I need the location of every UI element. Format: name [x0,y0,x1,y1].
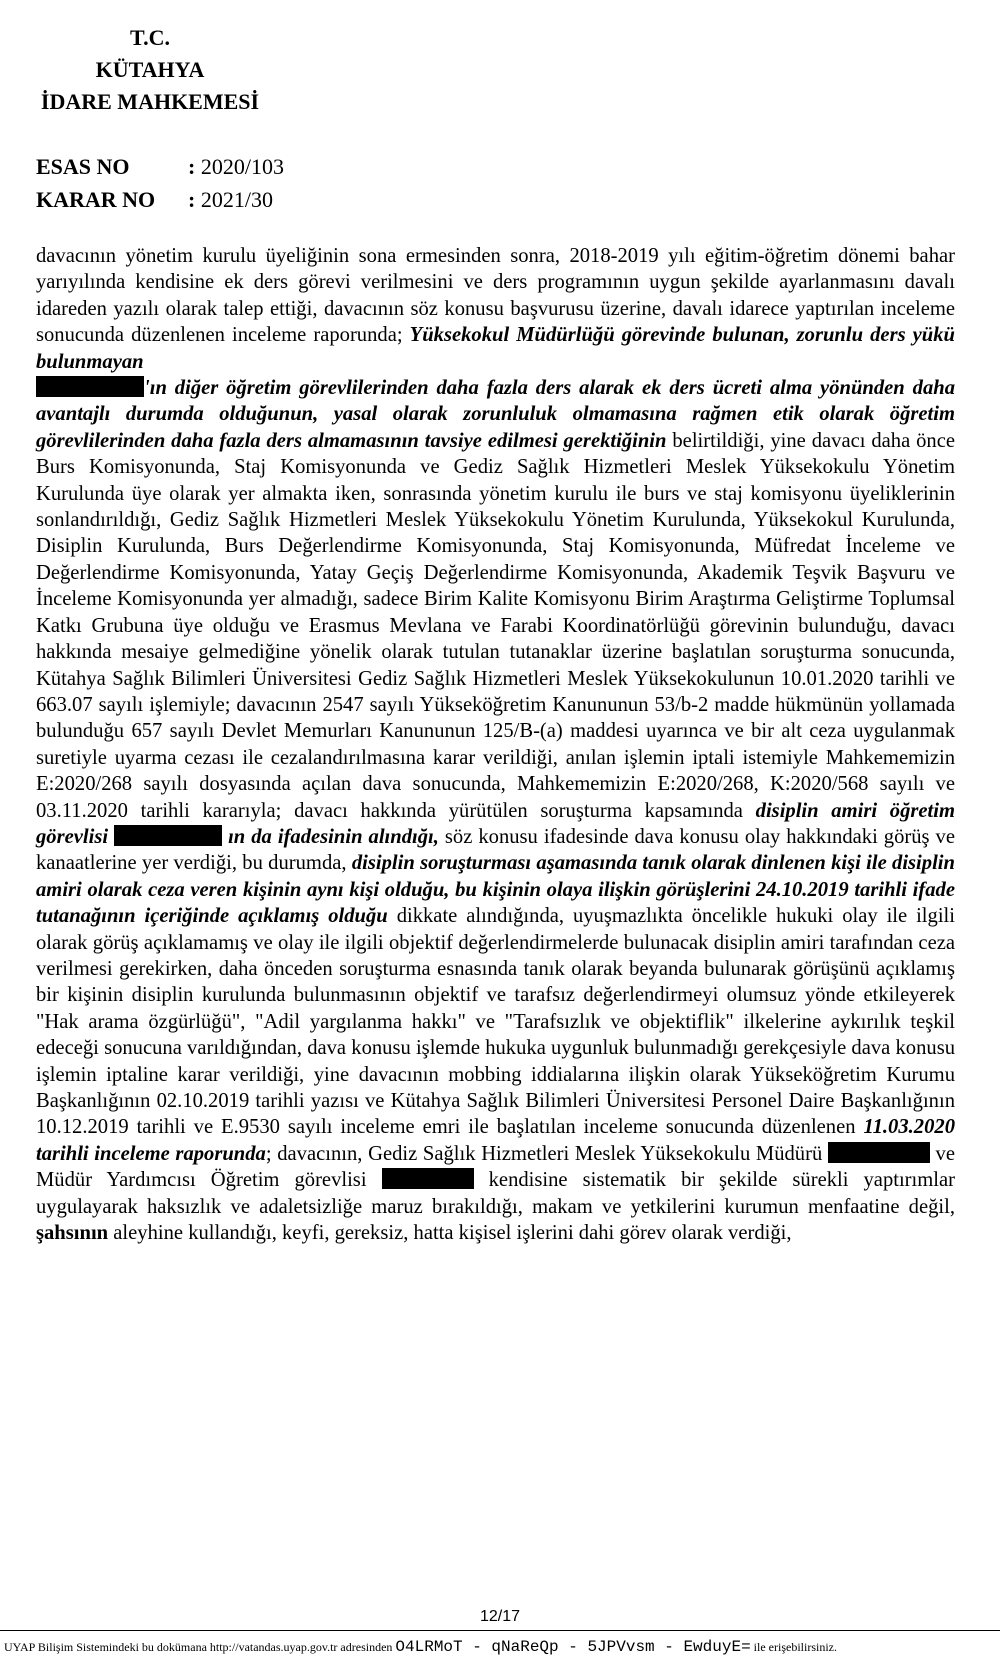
page-number: 12/17 [479,1608,521,1625]
bold-segment: şahsının [36,1222,109,1245]
header-tc: T.C. [130,25,170,50]
text-segment: belirtildiği, yine davacı daha önce Burs Komisyonunda, Staj Komisyonunda ve Gediz Sağlık Hizmetleri Meslek Yüksekokulu Yönetim Kurulunda üye olarak yer almakta iken, sonrasında yönetim kurulu ile burs ve staj komisyonu üyeliklerinin sonlandırıldığı, Gediz Sağlık Hizmetleri Meslek Yüksekokulu Yönetim Kurulunda, Yüksekokul Kurulunda, Disiplin Kurulunda, Burs Değerlendirme Komisyonunda, Staj Komisyonunda, Müfredat İnceleme ve Değerlendirme Komisyonunda, Yatay Geçiş Değerlendirme Komisyonunda, Akademik Teşvik Başvuru ve İnceleme Komisyonunda yer almadığı, sadece Birim Kalite Komisyonu Birim Araştırma Geliştirme Toplumsal Katkı Grubuna üye olduğu ve Erasmus Mevlana ve Farabi Koordinatörlüğü görevinin bulunduğu, davacı hakkında mesaiye gelmediğine yönelik olarak tutulan tutanaklar üzerine başlatılan soruşturma sonucunda, Kütahya Sağlık Bilimleri Üniversitesi Gediz Sağlık Hizmetleri Meslek Yüksekokulunun 10.01.2020 tarihli ve 663.07 sayılı işlemiyle; davacının 2547 sayılı Yükseköğretim Kanununun 53/b-2 madde hükmünün yollamada bulunduğu 657 sayılı Devlet Memurları Kanununun 125/B-(a) maddesi uyarınca ve bir alt ceza uygulanmak suretiyle uyarma cezası ile cezalandırılmasına karar verildiği, anılan işlemin iptali istemiyle Mahkememizin E:2020/268 sayılı dosyasında açılan dava sonucunda, Mahkememizin E:2020/268, K:2020/568 sayılı ve 03.11.2020 tarihli kararıyla; davacı hakkında yürütülen soruşturma kapsamında [36,429,955,822]
emphasis-segment: Yüksekokul Müdürlüğü görevinde bulunan, zorunlu ders yükü bulunmayan [36,324,955,373]
footer-suffix: ile erişebilirsiniz. [753,1640,837,1654]
redaction-block [828,1142,930,1163]
header-city: KÜTAHYA [95,57,205,82]
emphasis-segment: disiplin soruşturması aşamasında tanık olarak dinlenen kişi ile disiplin amiri olarak ceza veren kişinin aynı kişi olduğu, bu kişinin olaya ilişkin görüşlerini 24.10.2019 tarihli ifade tutanağının içeriğinde açıklamış olduğu [36,852,955,928]
text-segment: aleyhine kullandığı, keyfi, gereksiz, hatta kişisel işlerini dahi görev olarak verdiği, [108,1222,792,1245]
karar-row [36,183,284,216]
header-court: İDARE MAHKEMESİ [40,89,260,114]
text-segment: ; davacının, Gediz Sağlık Hizmetleri Meslek Yüksekokulu Müdürü [265,1142,828,1165]
text-segment: ve Müdür Yardımcısı Öğretim görevlisi [36,1142,955,1192]
text-segment: dikkate alındığında, uyuşmazlıkta öncelikle hukuki olay ile ilgili olarak görüş açıklamamış ve olay ile ilgili objektif değerlendirmelerde bulunacak disiplin amiri tarafından ceza verilmesi gerekirken, daha önceden soruşturma esnasında tanık olarak beyanda bulunarak görüşünü açıklamış bir kişinin disiplin kurulunda bulunmasının objektif ve tarafsız değerlendirmeyi olumsuz yönde etkileyerek "Hak arama özgürlüğü", "Adil yargılanma hakkı" ve "Tarafsızlık ve objektiflik" ilkelerine aykırılık teşkil edeceği sonucuna varıldığından, dava konusu işlemde hukuka uygunluk bulunmadığı gerekçesiyle dava konusu işlemin iptaline karar verildiği, yine davacının mobbing iddialarına ilişkin olarak Yükseköğretim Kurumu Başkanlığının 02.10.2019 tarihli yazısı ve Kütahya Sağlık Bilimleri Üniversitesi Personel Daire Başkanlığının 10.12.2019 tarihli ve E.9530 sayılı inceleme emri ile başlatılan inceleme sonucunda düzenlenen [36,905,955,1139]
esas-value: : 2020/103 [188,150,284,183]
esas-row [36,150,284,183]
footer-text: UYAP Bilişim Sistemindeki bu dokümana http://vatandas.uyap.gov.tr adresinden [4,1640,393,1654]
emphasis-segment: disiplin amiri öğretim görevlisi [36,799,955,848]
body-paragraph [36,243,955,1246]
karar-label: KARAR NO [36,187,156,212]
esas-label: ESAS NO [36,154,130,179]
emphasis-segment: 11.03.2020 tarihli inceleme raporunda [36,1116,955,1165]
redaction-block [382,1168,474,1189]
case-numbers [36,150,284,216]
verification-code: O4LRMoT - qNaReQp - 5JPVvsm - EwduyE= [395,1638,751,1656]
footer [4,1636,996,1658]
redaction-block [114,825,222,846]
redaction-block [36,376,144,397]
karar-value: : 2021/30 [188,183,273,216]
footer-divider [0,1630,1000,1631]
text-segment: söz konusu ifadesinde dava konusu olay hakkındaki görüş ve kanaatlerine yer verdiği, bu durumda, [36,825,955,875]
emphasis-segment: 'ın diğer öğretim görevlilerinden daha fazla ders alarak ek ders ücreti alma yönünden daha avantajlı durumda olduğunun, yasal olarak zorunluluk olmamasına rağmen etik olarak öğretim görevlilerinden daha fazla ders almamasının tavsiye edilmesi gerektiğinin [36,377,955,452]
emphasis-segment: ın da ifadesinin alındığı, [228,825,439,848]
text-segment: davacının yönetim kurulu üyeliğinin sona ermesinden sonra, 2018-2019 yılı eğitim-öğretim dönemi bahar yarıyılında kendisine ek ders görevi verilmesini ve ders programının uygun şekilde ayarlanmasını davalı idareden yazılı olarak talep ettiği, davacının söz konusu başvurusu üzerine, davalı idarece yaptırılan inceleme sonucunda düzenlenen inceleme raporunda; [36,245,955,347]
court-header [0,22,300,118]
text-segment: kendisine sistematik bir şekilde sürekli yaptırımlar uygulayarak haksızlık ve adaletsizliğe maruz bırakıldığı, makam ve yetkilerini kurumun menfaatine değil, [36,1169,956,1218]
document-body [36,243,955,1246]
